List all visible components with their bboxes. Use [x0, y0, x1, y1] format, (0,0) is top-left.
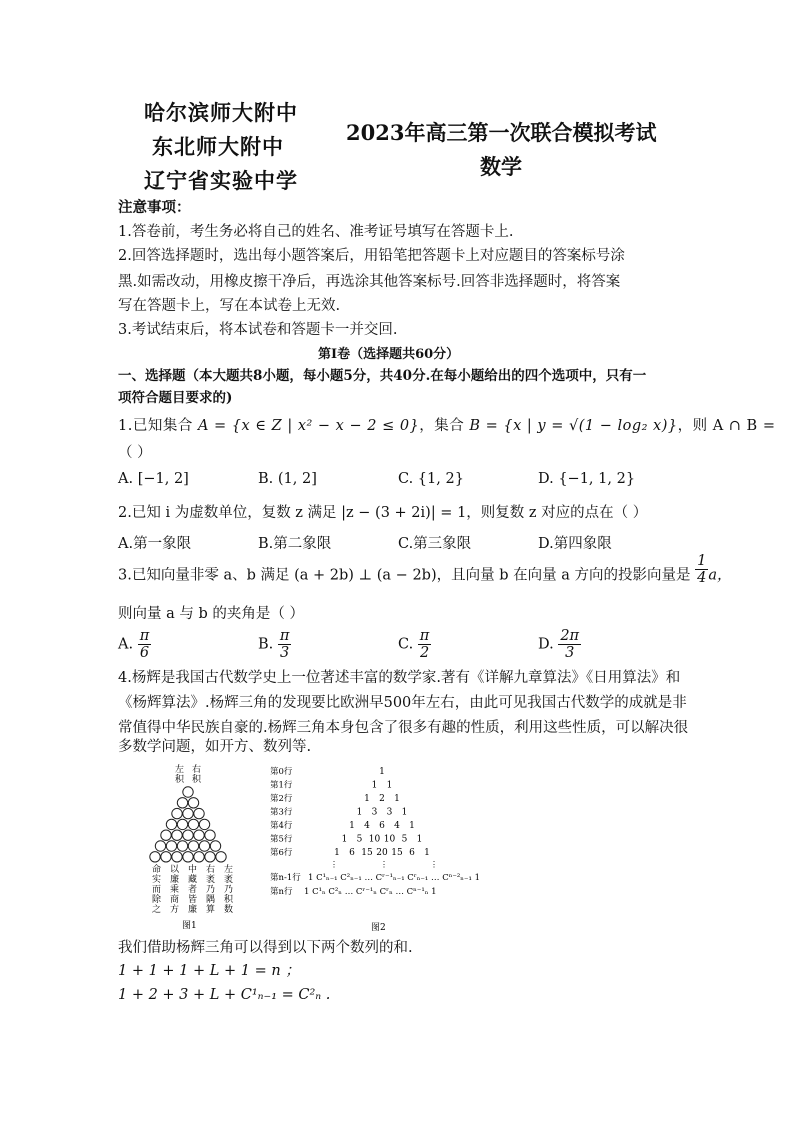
fig2-value: 6 — [349, 848, 355, 858]
fig2-row-label: 第3行 — [270, 807, 293, 818]
exam-title: 2023年高三第一次联合模拟考试 — [346, 120, 657, 145]
q3-option-c — [398, 628, 431, 661]
figure-2-pascal-triangle — [270, 762, 492, 934]
fig1-circle — [172, 808, 182, 818]
fig1-circle — [172, 830, 182, 840]
q3-option-a — [118, 628, 151, 661]
fig1-circle — [205, 830, 215, 840]
q3-option-c-label: C. — [398, 636, 414, 653]
fig1-column-char: 袤 — [224, 875, 234, 885]
fig1-top-label: 积 — [192, 775, 202, 785]
section-instruction-line2: 项符合题目要求的) — [118, 390, 233, 406]
fig2-row-label: 第6行 — [270, 848, 293, 858]
fig1-circle — [188, 798, 198, 808]
fig1-circle — [150, 852, 160, 862]
frac-num: 2π — [560, 628, 580, 644]
fig1-column-char: 数 — [224, 905, 234, 915]
fig1-circles — [150, 787, 226, 862]
fig1-column-char: 命 — [152, 865, 162, 875]
q3-option-b — [258, 628, 291, 661]
fig1-top-label: 右 — [192, 765, 202, 775]
fig2-value: 3 — [371, 807, 378, 818]
frac-den: 3 — [565, 645, 575, 661]
q1-option-a: A. [−1, 2] — [118, 471, 189, 487]
q3-stem-b: 则向量 a 与 b 的夹角是（ ） — [118, 606, 304, 622]
q2-option-c: C.第三象限 — [398, 536, 472, 552]
fig2-value: 15 — [391, 848, 403, 858]
fig1-circle — [155, 841, 165, 851]
fig2-value: 3 — [386, 807, 393, 818]
fig2-ellipsis: ⋮ — [430, 860, 438, 869]
q3-option-a-label: A. — [118, 636, 134, 653]
fig2-rows — [270, 766, 438, 869]
fig2-value: 10 — [383, 834, 396, 845]
q3-stem-a: 3.已知向量非零 a、b 满足 (a + 2b) ⊥ (a − 2b)，且向量 b 在向量 a 方向的投影向量是 — [118, 567, 691, 584]
fig1-column-char: 以 — [170, 865, 180, 875]
fig1-column-char: 隅 — [206, 895, 216, 905]
fig1-circle — [161, 830, 171, 840]
fig2-value: 2 — [379, 794, 385, 804]
fig1-circle — [188, 841, 198, 851]
q1-answer-blank: （ ） — [118, 445, 152, 461]
fig2-value: 4 — [364, 821, 370, 831]
fig1-circle — [183, 787, 193, 797]
fig2-value: 1 — [334, 848, 340, 858]
fig1-circle — [161, 852, 171, 862]
fig1-circle — [205, 852, 215, 862]
fig2-value: 5 — [356, 834, 363, 845]
q2-option-b: B.第二象限 — [258, 536, 332, 552]
q2-option-d: D.第四象限 — [538, 536, 612, 552]
fig1-top-label: 积 — [175, 775, 185, 785]
fig1-column-char: 乃 — [224, 885, 234, 895]
school-name-3: 辽宁省实验中学 — [144, 168, 298, 193]
fig1-column-char: 右 — [206, 865, 216, 875]
fig2-value: 1 — [341, 834, 348, 845]
fig2-row-values: 1 C¹ₙ C²ₙ … Cʳ⁻¹ₙ Cʳₙ … Cⁿ⁻¹ₙ 1 — [304, 887, 437, 897]
fig1-column-char: 实 — [152, 875, 162, 885]
fig1-circle — [172, 852, 182, 862]
fig2-value: 1 — [386, 780, 393, 791]
school-name-2: 东北师大附中 — [152, 134, 284, 159]
fig1-column-char: 廉 — [188, 905, 198, 915]
fig2-value: 1 — [416, 834, 423, 845]
fig1-circle — [210, 841, 220, 851]
fig1-circle — [183, 830, 193, 840]
fig1-circle — [183, 852, 193, 862]
fig2-row-label: 第n-1行 — [270, 873, 301, 883]
frac-den: 2 — [419, 645, 430, 661]
fig1-circle — [194, 830, 204, 840]
q3-projection-fraction — [695, 553, 708, 586]
fig1-column-char: 皆 — [188, 895, 198, 905]
fig1-column-char: 方 — [170, 905, 180, 915]
q3-option-b-fraction — [278, 628, 292, 661]
fig2-value: 5 — [401, 834, 408, 845]
q1-option-b: B. (1, 2] — [258, 471, 317, 487]
fig1-circle — [194, 808, 204, 818]
fig1-column-char: 者 — [188, 885, 198, 895]
fig1-column-char: 算 — [206, 905, 216, 915]
fig2-value: 6 — [379, 821, 385, 831]
q4-after-text: 我们借助杨辉三角可以得到以下两个数列的和. — [118, 940, 413, 956]
figure-1-yanghui-triangle — [130, 760, 248, 932]
fig1-column-char: 之 — [152, 905, 162, 915]
fig2-value: 1 — [401, 807, 408, 818]
fig2-value: 6 — [409, 848, 415, 858]
figure-1-caption: 图1 — [182, 921, 197, 931]
fig2-value: 20 — [376, 848, 388, 858]
frac-den: 6 — [139, 645, 150, 661]
question-2-stem: 2.已知 i 为虚数单位，复数 z 满足 |z − (3 + 2i)| = 1，则复数 z 对应的点在（ ） — [118, 505, 648, 521]
fig1-column-char: 藏 — [188, 875, 198, 885]
fig2-value: 10 — [368, 834, 381, 845]
q4-line: 《杨辉算法》.杨辉三角的发现要比欧洲早500年左右，由此可见我国古代数学的成就是非 — [118, 695, 687, 711]
notice-line: 2.回答选择题时，选出每小题答案后，用铅笔把答题卡上对应题目的答案标号涂 — [118, 248, 625, 264]
fig2-value: 15 — [361, 848, 373, 858]
frac-num: π — [419, 628, 430, 644]
fig1-column-char: 乘 — [170, 885, 180, 895]
question-3-stem — [118, 553, 732, 586]
figure-2-caption: 图2 — [371, 923, 386, 933]
fig1-column-char: 左 — [224, 865, 234, 875]
fig1-column-char: 袤 — [206, 875, 216, 885]
q1-mid: ，集合 — [419, 418, 470, 434]
fig2-row-label: 第4行 — [270, 821, 293, 831]
fig1-circle — [177, 798, 187, 808]
fig1-column-char: 中 — [188, 865, 198, 875]
fig1-circle — [177, 819, 187, 829]
q4-equation-1: 1 + 1 + 1 + L + 1 = n ； — [118, 963, 300, 979]
fig2-row-label: 第0行 — [270, 767, 293, 777]
fig2-row-values: 1 C¹ₙ₋₁ C²ₙ₋₁ … Cʳ⁻¹ₙ₋₁ Cʳₙ₋₁ … Cⁿ⁻²ₙ₋₁ 1 — [308, 873, 480, 883]
fig2-row-label: 第1行 — [270, 780, 293, 791]
notice-heading: 注意事项： — [118, 199, 191, 216]
q3-proj-num: 1 — [697, 553, 707, 569]
fig1-circle — [183, 808, 193, 818]
q4-line: 多数学问题，如开方、数列等. — [118, 739, 312, 755]
q4-equation-2: 1 + 2 + 3 + L + C¹ₙ₋₁ = C²ₙ . — [118, 987, 331, 1003]
fig2-value: 1 — [379, 767, 385, 777]
q4-line: 4.杨辉是我国古代数学史上一位著述丰富的数学家.著有《详解九章算法》《日用算法》和 — [118, 670, 681, 686]
fig2-ellipsis: ⋮ — [330, 860, 338, 869]
subject-title: 数学 — [480, 154, 522, 179]
q1-set-a: A = {x ∈ Z | x² − x − 2 ≤ 0} — [197, 418, 420, 434]
fig1-column-char: 而 — [152, 885, 162, 895]
section-instruction-line1: 一、选择题（本大题共8小题，每小题5分，共40分.在每小题给出的四个选项中，只有一 — [118, 368, 647, 384]
q2-option-a: A.第一象限 — [118, 536, 192, 552]
fig2-row-label: 第n行 — [270, 887, 293, 897]
frac-num: π — [139, 628, 150, 644]
fig2-ellipsis: ⋮ — [380, 860, 388, 869]
q3-proj-den: 4 — [697, 570, 707, 586]
q1-option-d: D. {−1, 1, 2} — [538, 471, 636, 487]
part1-title: 第Ⅰ卷（选择题共60分） — [318, 347, 460, 362]
notice-line: 写在答题卡上，写在本试卷上无效. — [118, 298, 341, 314]
q4-line: 常值得中华民族自豪的.杨辉三角本身包含了很多有趣的性质，利用这些性质，可以解决很 — [118, 720, 689, 736]
school-name-1: 哈尔滨师大附中 — [144, 100, 298, 125]
fig2-value: 1 — [349, 821, 355, 831]
fig1-circle — [194, 852, 204, 862]
fig2-value: 1 — [394, 794, 400, 804]
q3-option-c-fraction — [418, 628, 432, 661]
notice-line: 黑.如需改动，用橡皮擦干净后，再选涂其他答案标号.回答非选择题时，将答案 — [118, 274, 621, 290]
q3-proj-tail: a， — [708, 567, 732, 584]
q3-option-d — [538, 628, 581, 661]
q3-option-b-label: B. — [258, 636, 274, 653]
frac-den: 3 — [280, 645, 290, 661]
fig1-bottom-text — [152, 863, 234, 915]
fig1-column-char: 积 — [224, 895, 234, 905]
q1-option-c: C. {1, 2} — [398, 471, 464, 487]
fig1-circle — [188, 819, 198, 829]
notice-line: 1.答卷前，考生务必将自己的姓名、准考证号填写在答题卡上. — [118, 224, 514, 240]
q1-set-b: B = {x | y = √(1 − log₂ x)} — [469, 418, 678, 434]
frac-num: π — [279, 628, 290, 644]
fig1-circle — [166, 841, 176, 851]
fig1-circle — [177, 841, 187, 851]
q3-option-a-fraction — [138, 628, 152, 661]
fig2-value: 1 — [424, 848, 430, 858]
fig1-circle — [199, 841, 209, 851]
fig1-circle — [166, 819, 176, 829]
fig2-value: 1 — [364, 794, 370, 804]
fig1-column-char: 廉 — [170, 875, 180, 885]
question-1-stem — [118, 416, 775, 436]
fig2-row-label: 第5行 — [270, 834, 293, 845]
fig1-column-char: 乃 — [206, 885, 216, 895]
fig1-top-label: 左 — [175, 765, 185, 775]
fig1-column-char: 商 — [170, 895, 180, 905]
fig1-column-char: 除 — [152, 895, 162, 905]
notice-line: 3.考试结束后，将本试卷和答题卡一并交回. — [118, 322, 398, 338]
q1-suffix: ，则 A ∩ B = — [677, 418, 776, 434]
q3-option-d-label: D. — [538, 636, 554, 653]
fig1-circle — [216, 852, 226, 862]
fig1-circle — [199, 819, 209, 829]
fig2-value: 1 — [371, 780, 378, 791]
fig2-value: 1 — [356, 807, 363, 818]
q3-option-d-fraction — [558, 628, 581, 661]
fig2-row-label: 第2行 — [270, 794, 293, 804]
fig2-value: 1 — [409, 821, 415, 831]
q1-prefix: 1.已知集合 — [118, 418, 198, 434]
fig2-value: 4 — [394, 821, 400, 831]
